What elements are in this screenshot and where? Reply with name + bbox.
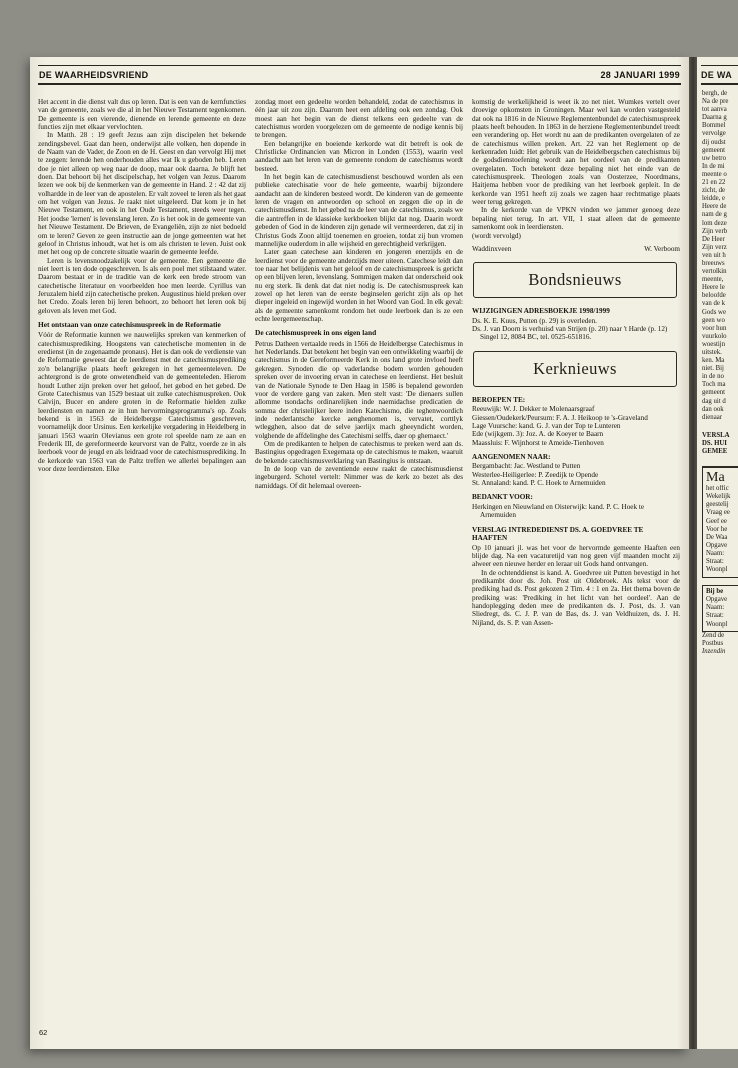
sliver-line: gemeent xyxy=(702,146,726,154)
subscription-form-box xyxy=(702,585,738,631)
box-line: het offic xyxy=(706,485,729,493)
author-place: Waddinxveen xyxy=(472,244,512,253)
box-line: Naam: xyxy=(706,604,725,612)
sliver-line: woestijn xyxy=(702,340,726,348)
paragraph: Leren is levensnoodzakelijk voor de gemeente. Een gemeente die niet leert is ten dode opgeschreven. Is als een poel met stilstaand water. Daarom bestaat er in de traditie van de kerk een brede stroom van catechetische literatuur en voorbeelden hoe men leerde. Cyrillus van Jeruzalem hield zijn catechetische preken. Augustinus hield preken over het Credo. Zoals leren bij leren behoort, zo behoort het leren ook bij geloven als leven met God. xyxy=(38,256,246,315)
sliver-line: niet. Bij xyxy=(702,365,724,373)
box-title-fragment: Bij be xyxy=(706,588,724,596)
sliver-line: dienaar xyxy=(702,413,722,421)
news-section-title: Bondsnieuws xyxy=(473,262,677,298)
sliver-line: Toch ma xyxy=(702,381,726,389)
issue-date: 28 JANUARI 1999 xyxy=(600,70,680,80)
box-line: De Waa xyxy=(706,533,728,541)
ad-headline-fragment: Ma xyxy=(706,470,725,486)
sliver-line: meente, xyxy=(702,276,724,284)
sliver-line: gemeent xyxy=(702,389,726,397)
masthead xyxy=(38,65,681,85)
entry-line: Ds. K. E. Kuus, Putten (p. 29) is overleden. xyxy=(472,316,597,325)
sliver-line: geen wo xyxy=(702,316,725,324)
paragraph: zondag moet een gedeelte worden behandeld, zodat de catechismus in één jaar uit zou zijn. Daarom heet een afdeling ook een zondag. Ook moest aan het begin van de dienst telkens een gedeelte van de catechismus worden voorgelezen om de gemeente de nodige kennis bij te brengen. xyxy=(255,98,463,140)
section-heading: De catechismuspreek in ons eigen land xyxy=(255,328,377,338)
box-line: Voor he xyxy=(706,525,728,533)
box-line: Vraag ee xyxy=(706,509,730,517)
sliver-line: voor hun xyxy=(702,324,727,332)
article-columns xyxy=(38,98,681,1035)
sliver-masthead xyxy=(701,65,738,85)
paragraph: (wordt vervolgd) xyxy=(472,231,521,240)
paragraph: Later gaan catechese aan kinderen en jongeren enerzijds en de leerdienst voor de gemeente anderzijds meer uiteen. Catechese leidt dan toe naar het belijdenis van het geloof en de catechismuspreek is gericht op een blijven leren, levenslang. Sommigen maken dat onderscheid ook nu erg sterk. Ik denk dat dat niet nodig is. De catechismuspreek kan zowel op het leren van de eerste beginselen gericht zijn als op het dieper ingeleid en ingewijd worden in het Woord van God. In elk geval: als de gemeente samenkomt rondom het oude leerboek dan is ze een echte leergemeenschap. xyxy=(255,248,463,323)
sliver-line: zicht, de xyxy=(702,187,726,195)
page-number: 62 xyxy=(39,1028,48,1037)
subsection-heading: WIJZIGINGEN ADRESBOEKJE 1998/1999 xyxy=(472,307,610,316)
next-page-sliver xyxy=(697,57,738,1049)
box-line: Geef ee xyxy=(706,517,727,525)
entry-line: Westerlee-Heiligerlee: P. Zeedijk te Opende xyxy=(472,470,599,479)
publication-title: DE WAARHEIDSVRIEND xyxy=(39,70,149,80)
sliver-line: uitstek. xyxy=(702,349,722,356)
sliver-line: uw betro xyxy=(702,154,726,162)
paragraph: Een belangrijke en boeiende kerkorde wat dit betreft is ook de Christlicke Ordinancien van Micron in Londen (1553), waarin veel aandacht aan het leren van de gemeente rondom de catechismus wordt besteed. xyxy=(255,139,463,173)
box-line: Woonpl xyxy=(706,620,728,628)
box-line: geestelij xyxy=(706,501,729,509)
italic-note: Inzendin xyxy=(702,647,726,655)
sliver-line: meente o xyxy=(702,170,727,178)
subsection-heading: AANGENOMEN NAAR: xyxy=(472,452,551,461)
paragraph: Op 10 januari jl. was het voor de hervormde gemeente Haaften een blijde dag. Na een vacaturetijd van nog geen vijf maanden mocht zij alweer een nieuwe herder en leraar uit Gods hand ontvangen. xyxy=(472,543,680,569)
sliver-line: in de no xyxy=(702,373,724,381)
entry-line: Maassluis: F. Wijnhorst te Ameide-Tienhoven xyxy=(472,438,604,447)
sliver-bold-line: GEMEE xyxy=(702,448,728,456)
sliver-rule-bottom xyxy=(701,83,738,85)
sliver-line: ken. Ma xyxy=(702,357,725,365)
sliver-bold-line: VERSLA xyxy=(702,431,730,439)
box-line: Opgave xyxy=(706,596,728,604)
signature-line xyxy=(472,245,680,253)
column-3 xyxy=(472,98,680,1035)
sliver-line: Zijn verz xyxy=(702,243,727,251)
news-section-title: Kerknieuws xyxy=(473,351,677,387)
subsection-heading: BEROEPEN TE: xyxy=(472,395,526,404)
box-line: Opgave xyxy=(706,541,728,549)
paragraph: Om de predikanten te helpen de catechismus te preken werd aan ds. Bastingius opgedragen Exegemata op de catechismus te maken, waaruit de bekende catechismusverklaring van Bastingius is ontstaan. xyxy=(255,439,463,465)
sliver-line: vervolge xyxy=(702,130,726,138)
column-1 xyxy=(38,98,246,1035)
box-line: Woonpl xyxy=(706,566,728,574)
sliver-line: Zend de xyxy=(702,631,725,639)
sliver-line: ven uit h xyxy=(702,251,726,259)
sliver-line: Na de pre xyxy=(702,98,729,106)
entry-line: Bergambacht: Jac. Westland te Putten xyxy=(472,462,581,471)
advertisement-box xyxy=(702,466,738,578)
masthead-rule-bottom xyxy=(38,83,681,85)
paragraph: In Matth. 28 : 19 geeft Jezus aan zijn discipelen het bekende zendingsbevel. Gaat dan heen, onderwijst alle volken, hen dopende in de Naam van de Vader, de Zoon en de H. Geest en dan vervolgt Hij met te zeggen: lerende hen onderhouden alles wat Ik u geboden heb. Leren doe je niet alleen op weg naar de doop, maar ook daarna. Je blijft het doen. Dat behoort bij het discipelschap, het volgen van Jezus. Daarom lezen we ook bij de kenmerken van de gemeente in Hand. 2 : 42 dat zij volhardde in de leer van de apostelen. Er valt zoveel te leren als het gaat om het volgen van Jezus. Je raakt niet uitgeleerd. Dat kom je in het Nieuwe Testament, en ook in het Oude Testament, steeds weer tegen. Het joodse 'lernen' is levenslang leren. Zo is het ook in de gemeente van het Nieuwe Testament. De Brieven, de Evangeliën, zijn ze niet bedoeld om te leren? Geven ze geen instructie aan de jonge gemeenten wat het geloof in Christus inhoudt, wat het is om als christen te leven. Juist ook met het oog op de concrete situatie waarin de gemeente leefde. xyxy=(38,131,246,257)
author-name: W. Verboom xyxy=(644,244,680,253)
sliver-line: dan ook xyxy=(702,405,724,413)
sliver-line: De Heer xyxy=(702,235,725,243)
sliver-line: beloofde xyxy=(702,292,726,300)
sliver-line: In de mi xyxy=(702,162,725,170)
sliver-line: Gods we xyxy=(702,308,726,316)
paragraph: Het accent in die dienst valt dus op leren. Dat is een van de kernfuncties van de gemeente, zoals we die al in het Nieuwe Testament tegenkomen. De gemeente is een vierende, dienende en lerende gemeente en deze functies zijn met elkaar vervlochten. xyxy=(38,98,246,132)
paragraph: Vóór de Reformatie kunnen we nauwelijks spreken van kenmerken of catechismusprediking. Hoogstens van catechetische momenten in de eredienst (in de zogenaamde pronaus). Het is dan ook de verdienste van de Reformatie geweest dat de leerdienst met de catechismusprediking zo'n belangrijke plaats heeft gekregen in het gemeenteleven. De achtergrond is de grote onwetendheid van de gemeenteleden. Hierom houdt Luther zijn preken over het geloof, het gebod en het gebed. De Grote Catechismus van 1529 bestaat uit zulke catechismuspreken. Ook Calvijn, Bucer en andere groten in de Reformatie hielden zulke leerdiensten en namen ze in hun hervormingsprogramma's op. Zoals bekend is in 1563 de Heidelbergse Catechismus geschreven, voornamelijk door Ursinus. Een kerkelijke vergadering in Heidelberg in januari 1563 waarin Olevianus een grote rol speelde nam ze aan en Frederik III, de gereformeerde keurvorst van de Paltz, voerde ze in als leerboek voor de jeugd en als leidraad voor de catechismusprediking. In de kerkorde van 1563 van de Paltz treffen we allerlei bepalingen aan voor deze leerdiensten. Elke xyxy=(38,331,246,473)
sliver-line: Zijn verb xyxy=(702,227,728,235)
entry-line: Ede (wijkgem. 3): Joz. A. de Koeyer te Baarn xyxy=(472,430,604,439)
subsection-heading: VERSLAG INTREDEDIENST DS. A. GOEDVREE TE HAAFTEN xyxy=(472,525,644,543)
box-line: Naam: xyxy=(706,549,725,557)
sliver-line: Heere le xyxy=(702,284,725,292)
paragraph: komstig de werkelijkheid is weet ik zo net niet. Wumkes vertelt over droevige opkomsten in Groningen. Maar wel kan worden vastgesteld dat ook na 1816 in de Nieuwe Reglementenbundel de catechismuspreek plaats heeft behouden. In 1863 in de herziene Reglementenbundel treedt een verandering op. Het wordt nu aan de predikanten overgelaten of ze de catechismus willen preken. Art. 22 van het Reglement op de kerkenraden luidt: Het gebruik van de Heidelbergschen catechismus bij de godsdienstoefening wordt aan het oordeel van de predikanten overgelaten. Toch betekent deze bepaling niet het einde van de catechismuspreek. Theologen zoals van Oosterzee, Noordmans, Haitjema hebben voor de prediking van het leerboek gepleit. In de kerkorde van 1951 heeft zij zoals we zagen haar rechtmatige plaats weer terug gekregen. xyxy=(472,98,680,207)
sliver-line: Bommel xyxy=(702,122,726,130)
section-heading: Het ontstaan van onze catechismuspreek in de Reformatie xyxy=(38,319,221,329)
sliver-line: 21 en 22 xyxy=(702,179,726,187)
entry-line: Giessen/Oudekerk/Peursum: F. A. J. Heikoop te 's-Graveland xyxy=(472,413,648,422)
sliver-line: vuurkolo xyxy=(702,332,727,340)
sliver-line: Heere de xyxy=(702,203,727,211)
entry-line: Herkingen en Nieuwland en Oisterwijk: kand. P. C. Hoek te Arnemuiden xyxy=(472,502,645,520)
sliver-line: lom deze xyxy=(702,219,727,227)
sliver-line: tot aanva xyxy=(702,106,727,114)
sliver-line: dag uit d xyxy=(702,397,726,405)
sliver-publication-title: DE WA xyxy=(701,70,733,80)
paragraph: In de loop van de zeventiende eeuw raakt de catechismusdienst ingeburgerd. Schotel vertelt: Nimmer was de kerk zo bezet als des namiddags. Of dit helemaal overeen- xyxy=(255,464,463,490)
sliver-line: van de k xyxy=(702,300,726,308)
sliver-line: breeuws xyxy=(702,259,725,267)
sliver-text-column xyxy=(702,90,738,656)
page-spine-shadow xyxy=(689,57,697,1049)
sliver-bold-line: DS. HUI xyxy=(702,439,727,447)
sliver-line: nam de g xyxy=(702,211,727,219)
box-line: Straat: xyxy=(706,612,724,620)
subsection-heading: BEDANKT VOOR: xyxy=(472,493,533,502)
paragraph: In de ochtenddienst is kand. A. Goedvree uit Putten bevestigd in het predikambt door ds. Joh. Post uit Oldebroek. Als tekst voor de prediking had ds. Post gekozen 2 Tim. 4 : 1 en 2a. Het thema boven de prediking was: 'Prediking in het licht van het oordeel'. Aan de handoplegging deden mee de predikanten ds. J. Post, ds. J. van Sliedregt, ds. C. J. P. van de Bas, ds. J. van Veldhuizen, ds. J. H. Nijland, ds. S. P. van Assen- xyxy=(472,568,680,627)
sliver-line: vertolkin xyxy=(702,268,727,276)
magazine-page xyxy=(30,57,689,1049)
sliver-line: dij oudst xyxy=(702,138,726,146)
sliver-line: bergh, de xyxy=(702,90,728,97)
entry-line: Ds. J. van Doorn is verhuisd van Strijen (p. 20) naar 't Harde (p. 12) Singel 12, 8084 BC, tel. 0525-651816. xyxy=(472,325,668,342)
entry-line: St. Annaland: kand. P. C. Hoek te Arnemuiden xyxy=(472,479,606,488)
sliver-line: Postbus xyxy=(702,639,724,647)
entry-line: Reeuwijk: W. J. Dekker te Molenaarsgraaf xyxy=(472,405,595,414)
box-line: Straat: xyxy=(706,557,724,565)
entry-line: Lage Vuursche: kand. G. J. van der Top te Lunteren xyxy=(472,421,621,430)
paragraph: Petrus Datheen vertaalde reeds in 1566 de Heidelbergse Catechismus in het Nederlands. Dat betekent het begin van een ontwikkeling waarbij de catechismus in de Gereformeerde Kerk in ons land grote invloed heeft gekregen. Synoden die op vaderlandse bodem worden gehouden spreken over de invoering ervan in catechese en leerdienst. Het besluit van de Nationale Synode te Den Haag in 1586 is bepalend geworden voor de verdere gang van zaken. Men stelt vast: 'De dienaers sullen allomme tsondachs ordinarelijken inde naemidachse predicatien de somma der christelijker leere inden Katechismo, die teghenwoordich inde nederlantsche kercke aenghenomen is, vervatet, corttlyk wtlegghen, alsoo dat de selve jaerlijx mach gheeyndicht worden, volghende de affdelinghe des Catechismi selffs, daer op ghemaect.' xyxy=(255,339,463,440)
sliver-line: Daarna g xyxy=(702,114,727,122)
paragraph: In het begin kan de catechismusdienst beschouwd worden als een publieke catechisatie voor de hele gemeente, waarbij bijzondere aandacht aan de kinderen besteed wordt. De kinderen van de gemeente leren de vragen en antwoorden op school en zeggen die op in de catechismusdienst. In het gebed na de leer van de catechismus, zoals we die aantreffen in de klassieke kerkboeken blijkt dat nog. Daarin wordt gebeden of God in de kinderen zijn genade wil vermeerderen, dat zij in Christus Gods Zoon altijd toenemen en groeien, totdat zij hun vromen mannelijke ouderdom in alle wijsheid en gerechtigheid verkrijgen. xyxy=(255,173,463,248)
column-2 xyxy=(255,98,463,1035)
paragraph: In de kerkorde van de VPKN vinden we jammer genoeg deze bepaling niet terug. In art. VII, 1 staat alleen dat de gemeente samenkomt ook in leerdiensten. xyxy=(472,206,680,232)
sliver-line: leidde, e xyxy=(702,195,726,203)
box-line: Wekelijk xyxy=(706,493,731,501)
